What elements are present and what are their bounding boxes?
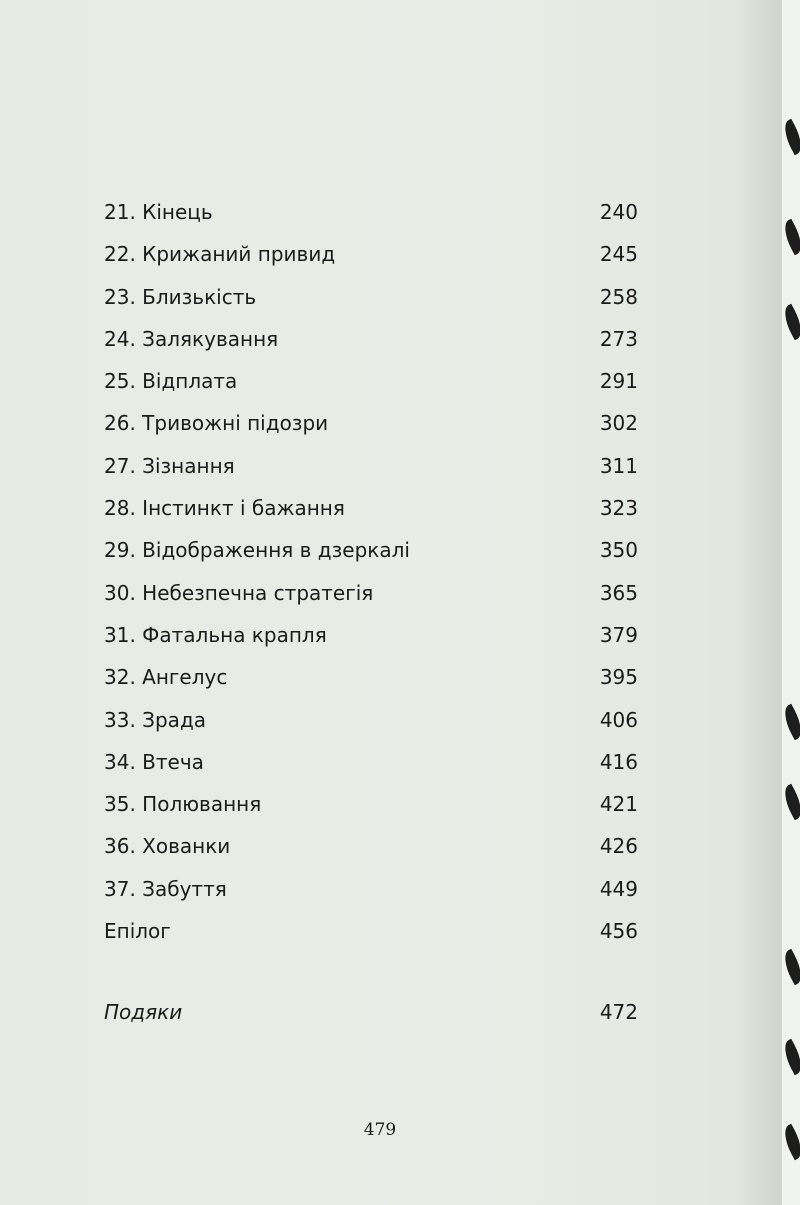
toc-entry-page: 350 xyxy=(599,538,638,563)
toc-entry-title: 37. Забуття xyxy=(104,876,227,901)
toc-entry-page: 291 xyxy=(599,369,638,394)
toc-entry-title: 24. Залякування xyxy=(104,326,279,351)
toc-entry-page: 302 xyxy=(599,411,638,436)
page-number: 479 xyxy=(363,1120,397,1140)
page-edge xyxy=(782,0,800,1205)
toc-entry xyxy=(104,407,638,449)
toc-entry-page: 245 xyxy=(599,242,638,267)
leaf-ornament-icon xyxy=(779,119,800,156)
toc-entry-page: 323 xyxy=(599,496,638,521)
toc-entry xyxy=(104,365,638,407)
toc-entry-title: 33. Зрада xyxy=(104,707,207,732)
leaf-ornament-icon xyxy=(779,304,800,341)
toc-entry-page: 416 xyxy=(599,749,638,774)
toc-entry xyxy=(104,196,638,238)
leaf-ornament-icon xyxy=(779,784,800,821)
toc-entry-page: 273 xyxy=(599,326,638,351)
toc-entry-page: 449 xyxy=(599,876,638,901)
toc-entry-title: 31. Фатальна крапля xyxy=(104,622,327,647)
toc-entry-page: 258 xyxy=(599,284,638,309)
toc-entry xyxy=(104,619,638,661)
toc-entry xyxy=(104,830,638,872)
leaf-ornament-icon xyxy=(779,219,800,256)
toc-entry-page: 311 xyxy=(599,453,638,478)
toc-entry xyxy=(104,873,638,915)
toc-entry-title: 26. Тривожні підозри xyxy=(104,411,329,436)
leaf-ornament-icon xyxy=(779,1124,800,1161)
toc-entry-page: 395 xyxy=(599,665,638,690)
toc-entry-page: 240 xyxy=(599,200,638,224)
toc-entry-title: Епілог xyxy=(104,919,171,944)
toc-entry-page: 456 xyxy=(599,919,638,944)
toc-entry-title: 22. Крижаний привид xyxy=(104,242,336,267)
toc-entry xyxy=(104,492,638,534)
toc-entry xyxy=(104,704,638,746)
toc-entry xyxy=(104,238,638,280)
acknowledgements-page: 472 xyxy=(599,1000,638,1024)
toc-entry-title: 27. Зізнання xyxy=(104,453,235,478)
toc-entry-title: 30. Небезпечна стратегія xyxy=(104,580,374,605)
leaf-ornament-icon xyxy=(779,704,800,741)
toc-entry-title: 29. Відображення в дзеркалі xyxy=(104,538,410,563)
acknowledgements-title: Подяки xyxy=(104,1000,183,1024)
toc-entry xyxy=(104,788,638,830)
toc-entry-title: 34. Втеча xyxy=(104,749,204,774)
toc-entry xyxy=(104,577,638,619)
toc-entry-title: 25. Відплата xyxy=(104,369,238,394)
toc-entry-page: 365 xyxy=(599,580,638,605)
toc-entry-title: 23. Близькість xyxy=(104,284,257,309)
toc-entry-title: 28. Інстинкт і бажання xyxy=(104,496,345,521)
toc-entry xyxy=(104,534,638,576)
toc-entry xyxy=(104,450,638,492)
toc-entry-page: 406 xyxy=(599,707,638,732)
toc-entry-page: 379 xyxy=(599,622,638,647)
leaf-ornament-icon xyxy=(779,949,800,986)
toc-entry xyxy=(104,915,638,957)
toc-entry-page: 421 xyxy=(599,792,638,817)
toc-acknowledgements-entry xyxy=(104,996,638,1028)
table-of-contents xyxy=(104,196,638,957)
toc-entry-page: 426 xyxy=(599,834,638,859)
toc-entry xyxy=(104,661,638,703)
toc-entry-title: 21. Кінець xyxy=(104,200,213,224)
toc-entry xyxy=(104,746,638,788)
toc-entry-title: 35. Полювання xyxy=(104,792,262,817)
toc-entry xyxy=(104,281,638,323)
toc-entry xyxy=(104,323,638,365)
toc-entry-title: 36. Хованки xyxy=(104,834,231,859)
toc-entry-title: 32. Ангелус xyxy=(104,665,228,690)
leaf-ornament-icon xyxy=(779,1039,800,1076)
